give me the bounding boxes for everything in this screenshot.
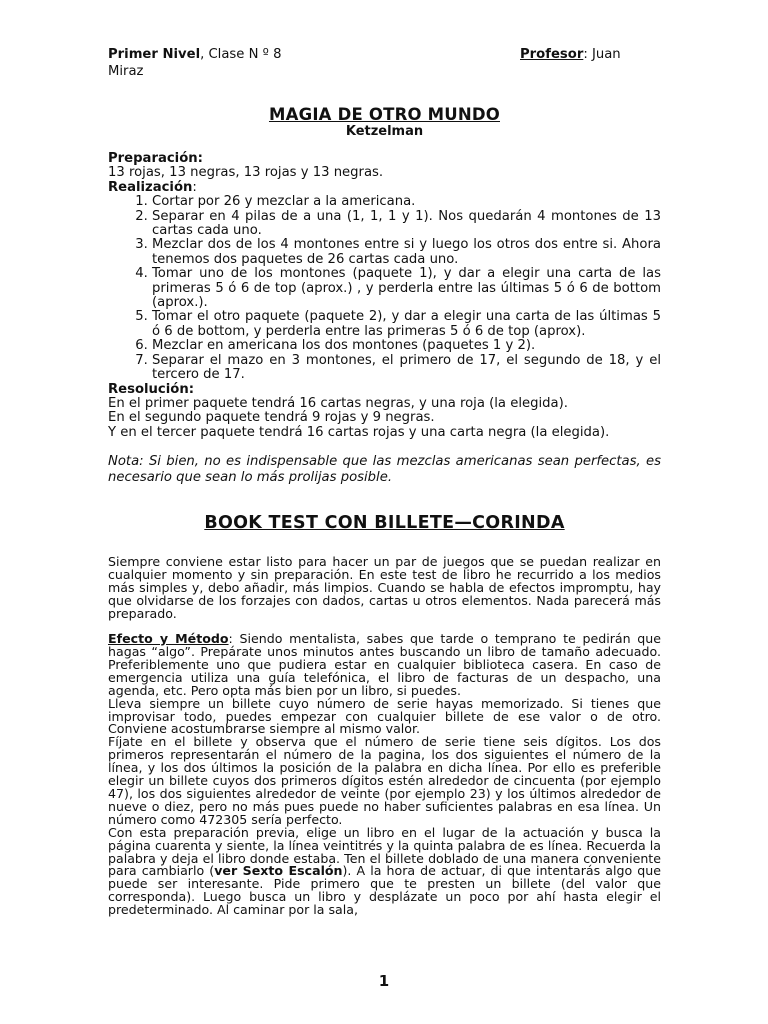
document-page [108,47,661,917]
step-item: 7. Separar el mazo en 3 montones, el primero de 17, el segundo de 18, y el tercero de 17. [152,354,661,383]
preparation-text: 13 rojas, 13 negras, 13 rojas y 13 negras. [108,165,384,181]
preparation-heading: Preparación: [108,151,203,166]
professor-label: Profesor [520,47,584,62]
resolution-line: Y en el tercer paquete tendrá 16 cartas rojas y una carta negra (la elegida). [108,424,610,440]
paragraph-text: : Siendo mentalista, sabes que tarde o temprano te pedirán que hagas “algo”. Prepárate unos minutos antes buscando un libro de tamaño adecuado. Preferiblemente uno que pudiera estar en cualquier biblioteca casera. En caso de emergencia utiliza una guía telefónica, el libro de facturas de un despacho, una agenda, etc. Pero opta más bien por un libro, si puedes. [108,631,661,698]
professor-info [520,47,621,64]
step-item: 5. Tomar el otro paquete (paquete 2), y dar a elegir una carta de las últimas 5 ó 6 de bottom, y perderla entre las primeras 5 ó 6 de top (aprox). [152,310,661,339]
step-item: 6. Mezclar en americana los dos montones (paquetes 1 y 2). [152,339,661,353]
realization-heading: Realización [108,179,193,195]
method-section [108,633,661,917]
level-label: Primer Nivel [108,47,201,62]
page-header [108,47,661,81]
paragraph: Lleva siempre un billete cuyo número de serie hayas memorizado. Si tienes que improvisar todo, puedes empezar con cualquier billete de ese valor o de otro. Conviene acostumbrarse siempre al mismo valor. [108,695,661,737]
resolution-heading: Resolución: [108,381,194,397]
note-text: Nota: Si bien, no es indispensable que las mezclas americanas sean perfectas, es necesario que sean lo más prolijas posible. [108,454,661,486]
resolution-section [108,383,661,441]
resolution-line: En el primer paquete tendrá 16 cartas negras, y una roja (la elegida). [108,395,568,411]
professor-name: : Juan [583,47,621,62]
intro-paragraph: Siempre conviene estar listo para hacer un par de juegos que se puedan realizar en cualquier momento y sin preparación. En este test de libro he recurrido a los medios más simples y, debo añadir, más limpios. Cuando se habla de efectos impromptu, hay que olvidarse de los forzajes con dados, cartas u otros elementos. Nada parecerá más preparado. [108,554,661,622]
professor-surname: Miraz [108,63,144,79]
trick1-author: Ketzelman [345,124,424,139]
cross-reference: ver Sexto Escalón [214,863,343,879]
realization-colon: : [192,179,197,195]
trick2-title: BOOK TEST CON BILLETE—CORINDA [204,513,565,534]
paragraph: Fíjate en el billete y observa que el número de serie tiene seis dígitos. Los dos primeros representarán el número de la pagina, los dos siguientes el número de la línea, y los dos últimos la posición de la palabra en dicha línea. Por ello es preferible elegir un billete cuyos dos primeros dígitos estén alrededor de cincuenta (por ejemplo 47), los dos siguientes alrededor de veinte (por ejemplo 23) y los últimos alrededor de nueve o diez, pero no más pues puede no haber suficientes palabras en esa línea. Un número como 472305 sería perfecto. [108,734,661,827]
steps-list [108,195,661,382]
step-item: 3. Mezclar dos de los 4 montones entre si y luego los otros dos entre si. Ahora tenemos dos paquetes de 26 cartas cada uno. [152,238,661,267]
resolution-line: En el segundo paquete tendrá 9 rojas y 9 negras. [108,410,435,426]
paragraph-text: ). A la hora de actuar, di que intentarás algo que puede ser interesante. Pide primero que te presten un billete (del valor que corresponda). Luego busca un libro y desplázate un poco por ahí hasta elegir el predeterminado. Al caminar por la sala, [108,863,662,918]
paragraph [108,633,661,698]
preparation-section [108,152,661,195]
method-heading: Efecto y Método [108,631,229,647]
step-item: 1. Cortar por 26 y mezclar a la americana. [152,195,661,209]
page-number: 1 [378,972,390,990]
trick1-title: MAGIA DE OTRO MUNDO [268,105,500,124]
class-number: , Clase N º 8 [200,47,282,62]
step-item: 4. Tomar uno de los montones (paquete 1), y dar a elegir una carta de las primeras 5 ó 6 de top (aprox.) , y perderla entre las últimas 5 ó 6 de bottom (aprox.). [152,267,661,310]
step-item: 2. Separar en 4 pilas de a una (1, 1, 1 y 1). Nos quedarán 4 montones de 13 cartas cada uno. [152,210,661,239]
paragraph-text: Con esta preparación previa, elige un libro en el lugar de la actuación y busca la página cuarenta y siente, la línea veintitrés y la quinta palabra de es línea. Recuerda la palabra y deja el libro donde estaba. Ten el billete doblado de una manera conveniente para cambiarlo ( [108,824,661,879]
paragraph [108,824,662,918]
